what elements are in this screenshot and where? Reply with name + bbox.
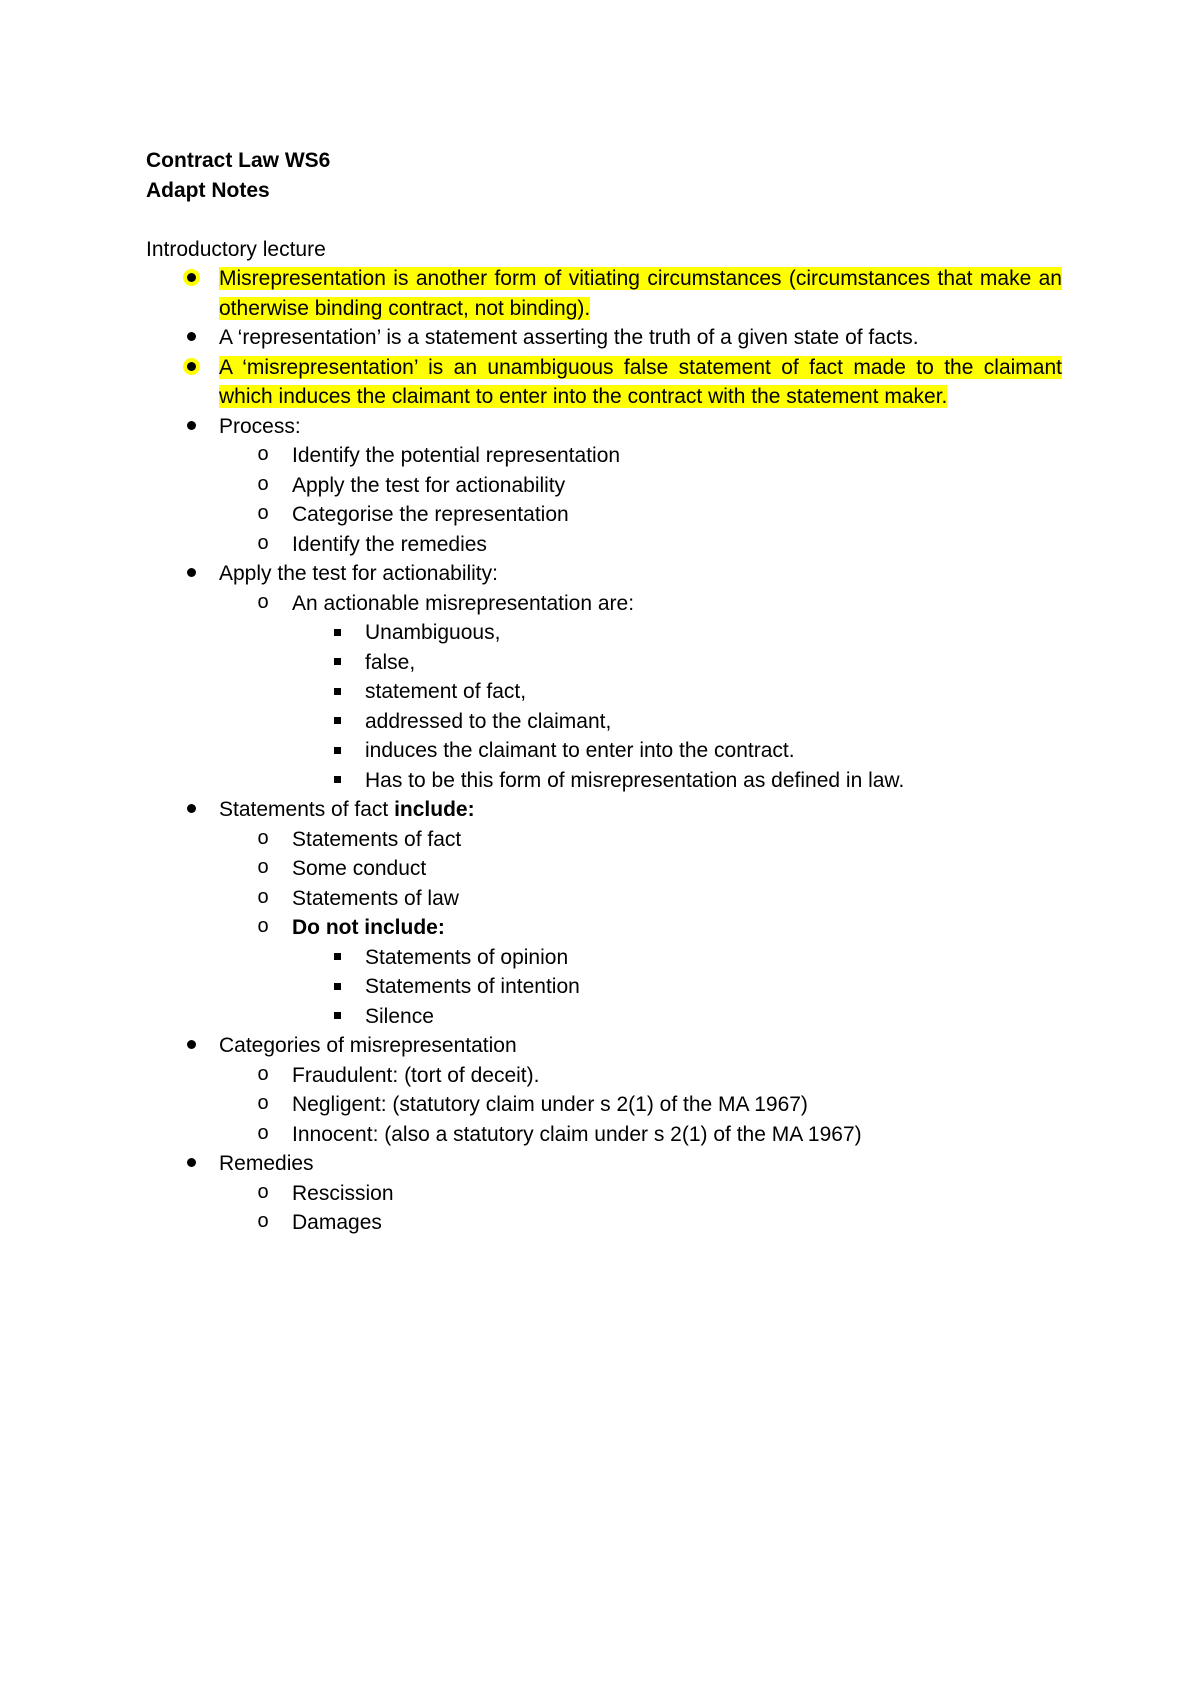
bullet-disc-icon [184,795,198,825]
circle-bullet-icon: o [257,1180,269,1203]
square-bullet-icon [330,943,344,973]
document-title: Contract Law WS6 [146,149,331,172]
sub-list [219,1061,1062,1150]
sub-sub-list-item: Statements of intention [292,972,1062,1002]
circle-bullet-icon: o [257,1210,269,1232]
sub-sub-list-item: false, [292,648,1062,678]
sub-list-item: o An actionable misrepresentation are: Unambiguous, false, statement of fact, addressed to the claimant, induces the claimant to enter into the contract. Has to be this form of misrepresentation as defined in law. [219,589,1062,796]
square-bullet-icon [330,766,344,796]
sub-sub-list-item: induces the claimant to enter into the contract. [292,736,1062,766]
bullet-disc-icon [184,353,198,383]
bullet-item [146,795,1062,1031]
bullet-disc-icon [184,264,198,294]
bullet-disc-icon [184,323,198,353]
bullet-disc-icon [184,559,198,589]
bullet-text: Categories of misrepresentation [219,1034,517,1057]
document-body [146,146,1062,1238]
sub-list [219,441,1062,559]
circle-bullet-icon: o [257,885,269,908]
main-bullet-list [146,264,1062,1238]
sub-list-item: o Rescission [219,1179,1062,1209]
document-subtitle: Adapt Notes [146,178,270,202]
circle-bullet-icon: o [257,502,269,524]
circle-bullet-icon: o [257,1121,269,1144]
blank-line [146,205,1062,235]
sub-sub-list-item: statement of fact, [292,677,1062,707]
bullet-disc-icon [184,1031,198,1061]
circle-bullet-icon: o [257,590,269,613]
bullet-item [146,412,1062,560]
sub-sub-list-item: addressed to the claimant, [292,707,1062,737]
square-bullet-icon [330,736,344,766]
circle-bullet-icon: o [257,1092,269,1114]
circle-bullet-icon: o [257,443,269,465]
sub-sub-list-item: Statements of opinion [292,943,1062,973]
circle-bullet-icon: o [257,472,269,495]
sub-sub-list [292,618,1062,795]
square-bullet-icon [330,618,344,648]
circle-bullet-icon: o [257,856,269,878]
sub-list [219,1179,1062,1238]
square-bullet-icon [330,677,344,707]
sub-list-item: o Identify the potential representation [219,441,1062,471]
sub-list-item: o Innocent: (also a statutory claim under s 2(1) of the MA 1967) [219,1120,1062,1150]
bullet-text: Process: [219,414,301,438]
sub-sub-list [292,943,1062,1032]
bullet-text: Apply the test for actionability: [219,562,498,585]
bullet-text: Statements of fact include: [219,798,475,821]
circle-bullet-icon: o [257,531,269,554]
square-bullet-icon [330,648,344,678]
sub-list-item: o Statements of fact [219,825,1062,855]
sub-list [219,589,1062,796]
sub-sub-list-item: Has to be this form of misrepresentation as defined in law. [292,766,1062,796]
bullet-item [146,1031,1062,1149]
bullet-text: A ‘representation’ is a statement asserting the truth of a given state of facts. [219,326,919,349]
circle-bullet-icon: o [257,1062,269,1085]
sub-list-item: o Do not include: Statements of opinion Statements of intention Silence [219,913,1062,1031]
sub-list-item: o Damages [219,1208,1062,1238]
bullet-item [146,323,1062,353]
sub-list-item: o Statements of law [219,884,1062,914]
sub-sub-list-item: Silence [292,1002,1062,1032]
sub-list-item: o Categorise the representation [219,500,1062,530]
sub-list [219,825,1062,1032]
sub-list-item: o Identify the remedies [219,530,1062,560]
bullet-text-highlighted: Misrepresentation is another form of vitiating circumstances (circumstances that make an otherwise binding contract, not binding). [219,267,1062,320]
bullet-disc-icon [184,1149,198,1179]
square-bullet-icon [330,707,344,737]
bullet-text: Remedies [219,1152,314,1175]
bullet-item [146,559,1062,795]
circle-bullet-icon: o [257,915,269,937]
sub-list-item: o Fraudulent: (tort of deceit). [219,1061,1062,1091]
bullet-item [146,1149,1062,1238]
square-bullet-icon [330,972,344,1002]
square-bullet-icon [330,1002,344,1032]
bullet-item [146,264,1062,323]
sub-list-item: o Negligent: (statutory claim under s 2(1) of the MA 1967) [219,1090,1062,1120]
bullet-item [146,353,1062,412]
section-heading: Introductory lecture [146,237,326,261]
bullet-text-highlighted: A ‘misrepresentation’ is an unambiguous false statement of fact made to the claimant which induces the claimant to enter into the contract with the statement maker. [219,355,1062,408]
circle-bullet-icon: o [257,826,269,849]
sub-list-item: o Some conduct [219,854,1062,884]
sub-list-item: o Apply the test for actionability [219,471,1062,501]
sub-sub-list-item: Unambiguous, [292,618,1062,648]
bullet-disc-icon [184,412,198,442]
